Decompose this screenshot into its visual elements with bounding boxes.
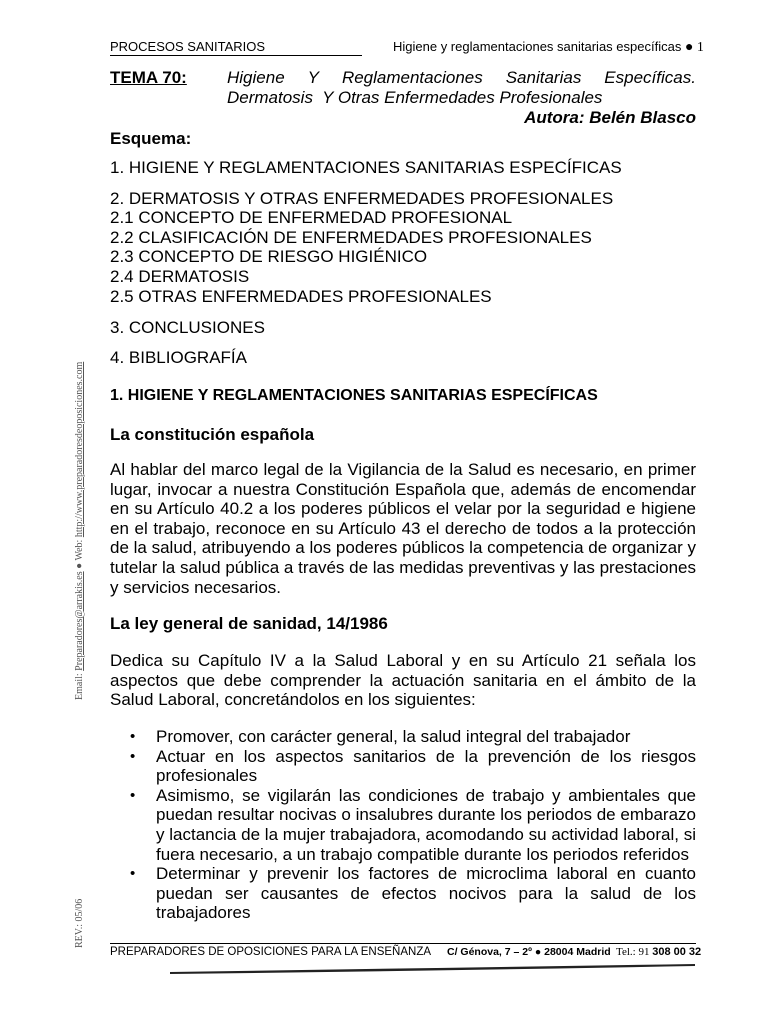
- section-heading: 1. HIGIENE Y REGLAMENTACIONES SANITARIAS ESPECÍFICAS: [110, 387, 598, 404]
- subheading-constitucion: La constitución española: [110, 425, 315, 444]
- outline-item-2-1: 2.1 CONCEPTO DE ENFERMEDAD PROFESIONAL: [110, 208, 513, 227]
- tema-title: [227, 68, 696, 108]
- footer-swoosh: [170, 962, 700, 976]
- footer-tel-number: 308 00 32: [652, 946, 702, 958]
- outline-item-1: 1. HIGIENE Y REGLAMENTACIONES SANITARIAS ESPECÍFICAS: [110, 158, 622, 177]
- list-item: [110, 747, 696, 786]
- paragraph-constitucion: Al hablar del marco legal de la Vigilancia de la Salud es necesario, en primer lugar, invocar a nuestra Constitución Española que, además de encomendar en su Artículo 40.2 a los poderes públicos el velar por la seguridad e higiene en el trabajo, reconoce en su Artículo 43 el derecho de todos a la protección de la salud, atribuyendo a los poderes públicos la competencia de organizar y tutelar la salud pública a través de las medidas preventivas y las prestaciones y servicios necesarios.: [110, 460, 696, 597]
- list-item: [110, 727, 696, 747]
- page-number: ● 1: [684, 40, 704, 55]
- side-separator: ● Web:: [74, 537, 85, 572]
- outline-item-2-3: 2.3 CONCEPTO DE RIESGO HIGIÉNICO: [110, 247, 428, 266]
- title-word: Reglamentaciones: [341, 68, 483, 87]
- side-contact: [74, 362, 85, 700]
- list-item-text: Determinar y prevenir los factores de microclima laboral en cuanto puedan ser causantes de efectos nocivos para la salud de los trabajadores: [156, 864, 696, 923]
- bullet-icon: •: [130, 728, 136, 745]
- title-word: Específicas.: [604, 68, 696, 87]
- esquema-label: Esquema:: [110, 129, 192, 148]
- footer-tel-prefix: 91: [638, 946, 653, 958]
- list-item-text: Actuar en los aspectos sanitarios de la prevención de los riesgos profesionales: [156, 746, 696, 786]
- header-section-label: PROCESOS SANITARIOS: [110, 39, 266, 54]
- revision-label: REV.: 05/06: [74, 898, 85, 948]
- outline-item-3: 3. CONCLUSIONES: [110, 318, 265, 337]
- title-word: Y: [307, 68, 319, 87]
- side-web-link[interactable]: http://www.preparadoresdeoposiciones.com: [74, 361, 85, 538]
- list-item: [110, 786, 696, 864]
- header-topic-text: Higiene y reglamentaciones sanitarias específicas: [393, 39, 682, 54]
- header-topic: [393, 39, 704, 56]
- footer-address: C/ Génova, 7 – 2º ● 28004 Madrid: [447, 946, 611, 958]
- list-item-text: Promover, con carácter general, la salud integral del trabajador: [156, 727, 631, 746]
- footer-divider: [110, 943, 696, 944]
- footer-tel-label: Tel.:: [616, 946, 639, 958]
- outline-item-4: 4. BIBLIOGRAFÍA: [110, 348, 247, 367]
- tema-title-line1: [227, 68, 696, 88]
- outline-item-2-4: 2.4 DERMATOSIS: [110, 267, 250, 286]
- outline-item-2-2: 2.2 CLASIFICACIÓN DE ENFERMEDADES PROFESIONALES: [110, 228, 592, 247]
- side-email-label: Email:: [74, 670, 85, 700]
- bullet-list: [110, 727, 696, 923]
- title-word: Higiene: [227, 68, 285, 87]
- footer-phone: [616, 946, 701, 958]
- tema-label: TEMA 70:: [110, 68, 187, 87]
- author: Autora: Belén Blasco: [524, 108, 696, 127]
- bullet-icon: •: [130, 786, 136, 804]
- title-word: Sanitarias: [505, 68, 582, 87]
- bullet-icon: •: [130, 865, 136, 883]
- list-item: [110, 864, 696, 923]
- side-email-link[interactable]: Preparadores@arrakis.es: [74, 571, 85, 671]
- footer-organization: PREPARADORES DE OPOSICIONES PARA LA ENSEÑANZA: [110, 946, 432, 958]
- header-underline: [110, 55, 362, 56]
- subheading-ley-general: La ley general de sanidad, 14/1986: [110, 614, 388, 633]
- list-item-text: Asimismo, se vigilarán las condiciones de trabajo y ambientales que puedan resultar nocivas o insalubres durante los periodos de embarazo y lactancia de la mujer trabajadora, acomodando su actividad laboral, si fuera necesario, a un trabajo compatible durante los periodos referidos: [156, 785, 696, 864]
- bullet-icon: •: [130, 747, 136, 765]
- outline-item-2: 2. DERMATOSIS Y OTRAS ENFERMEDADES PROFESIONALES: [110, 189, 614, 208]
- paragraph-ley-general: Dedica su Capítulo IV a la Salud Laboral y en su Artículo 21 señala los aspectos que debe comprender la actuación sanitaria en el ámbito de la Salud Laboral, concretándolos en los siguientes:: [110, 651, 696, 710]
- tema-title-line2: Dermatosis Y Otras Enfermedades Profesionales: [227, 88, 603, 107]
- outline-item-2-5: 2.5 OTRAS ENFERMEDADES PROFESIONALES: [110, 287, 492, 306]
